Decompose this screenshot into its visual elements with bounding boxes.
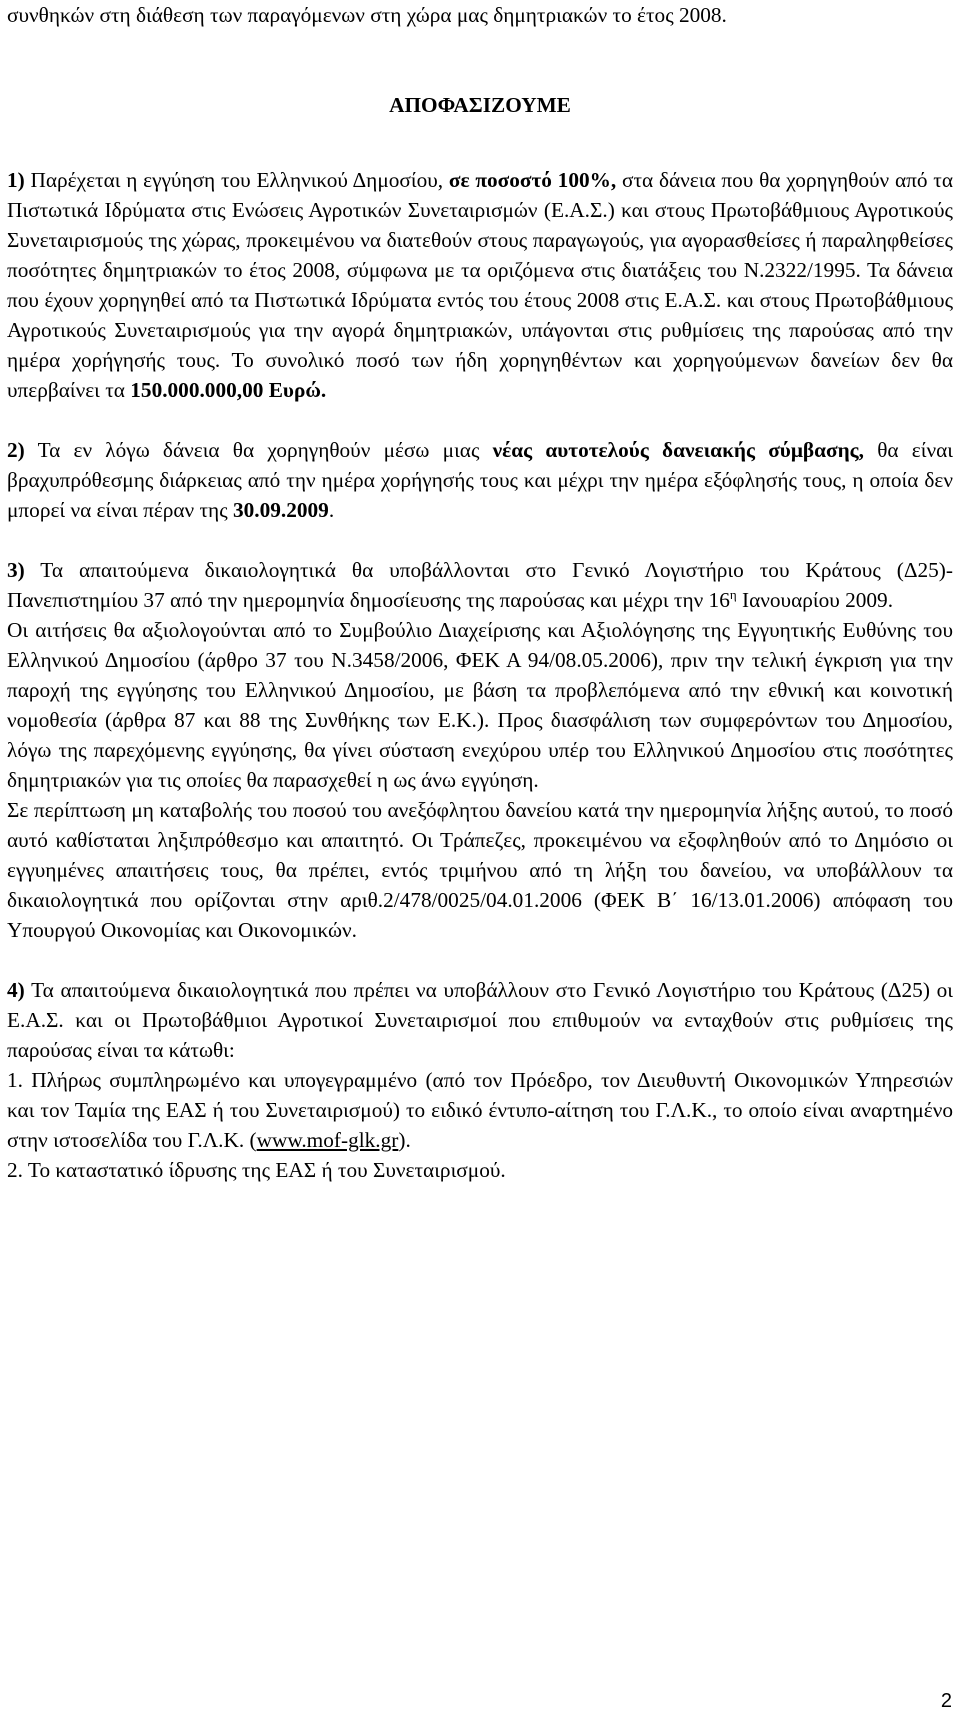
- paragraph-3-nonpayment: Σε περίπτωση μη καταβολής του ποσού του ανεξόφλητου δανείου κατά την ημερομηνία λήξης αυτού, το ποσό αυτό καθίσταται ληξιπρόθεσμο και απαιτητό. Οι Τράπεζες, προκειμένου να εξοφληθούν από το Δημόσιο οι εγγυημένες απαιτήσεις τους, θα πρέπει, εντός τριμήνου από τη λήξη του δανείου, να υποβάλλουν τα δικαιολογητικά που ορίζονται στην αριθ.2/478/0025/04.01.2006 (ΦΕΚ Β΄ 16/13.01.2006) απόφαση του Υπουργού Οικονομίας και Οικονομικών.: [7, 798, 953, 942]
- paragraph-2-bold-b: 30.09.2009: [232, 498, 329, 522]
- list-item-1: [7, 1065, 953, 1155]
- page-number: 2: [940, 1690, 952, 1712]
- paragraph-1-bold-b: 150.000.000,00 Ευρώ.: [130, 378, 327, 402]
- paragraph-2-text-b: θα είναι βραχυπρόθεσμης διάρκειας από την ημέρα χορήγησής τους και μέχρι την ημέρα εξόφλησής τους, η οποία δεν μπορεί να είναι πέραν της: [7, 438, 953, 522]
- glk-website-link[interactable]: www.mof-glk.gr: [256, 1128, 399, 1152]
- paragraph-2-text-c: .: [328, 498, 335, 522]
- paragraph-3: [7, 555, 953, 615]
- paragraph-2-bold-a: νέας αυτοτελούς δανειακής σύμβασης,: [492, 438, 864, 462]
- list-item-1-text-b: ).: [398, 1128, 411, 1152]
- paragraph-4-text: Τα απαιτούμενα δικαιολογητικά που πρέπει να υποβάλλουν στο Γενικό Λογιστήριο του Κράτους (Δ25) οι Ε.Α.Σ. και οι Πρωτοβάθμιοι Αγροτικοί Συνεταιρισμοί που επιθυμούν να ενταχθούν στις ρυθμίσεις της παρούσας είναι τα κάτωθι:: [7, 978, 953, 1062]
- paragraph-3-text-a: Τα απαιτούμενα δικαιολογητικά θα υποβάλλονται στο Γενικό Λογιστήριο του Κράτους (Δ25)-Πανεπιστημίου 37 από την ημερομηνία δημοσίευσης της παρούσας και μέχρι την 16: [7, 558, 953, 612]
- paragraph-3-superscript: η: [729, 586, 737, 602]
- paragraph-3-evaluation: Οι αιτήσεις θα αξιολογούνται από το Συμβούλιο Διαχείρισης και Αξιολόγησης της Εγγυητικής Ευθύνης του Ελληνικού Δημοσίου (άρθρο 37 του Ν.3458/2006, ΦΕΚ Α 94/08.05.2006), πριν την τελική έγκριση για την παροχή της εγγύησης του Ελληνικού Δημοσίου, με βάση τα προβλεπόμενα από την εθνική και κοινοτική νομοθεσία (άρθρα 87 και 88 της Συνθήκης των Ε.Κ.). Προς διασφάλιση των συμφερόντων του Δημοσίου, λόγω της παρεχόμενης εγγύησης, θα γίνει σύσταση ενεχύρου υπέρ του Ελληνικού Δημοσίου στις ποσότητες δημητριακών για τις οποίες θα παρασχεθεί η ως άνω εγγύηση.: [7, 618, 953, 792]
- list-item-1-text-a: 1. Πλήρως συμπληρωμένο και υπογεγραμμένο (από τον Πρόεδρο, τον Διευθυντή Οικονομικών Υπηρεσιών και τον Ταμία της ΕΑΣ ή του Συνεταιρισμού) το ειδικό έντυπο-αίτηση του Γ.Λ.Κ., το οποίο είναι αναρτημένο στην ιστοσελίδα του Γ.Λ.Κ. (: [7, 1068, 953, 1152]
- paragraph-3-text-b: Ιανουαρίου 2009.: [736, 588, 894, 612]
- paragraph-2-number: 2): [7, 438, 25, 462]
- paragraph-1-text-a: Παρέχεται η εγγύηση του Ελληνικού Δημοσίου,: [24, 168, 449, 192]
- paragraph-2: [7, 435, 953, 525]
- document-body: [7, 0, 953, 1185]
- intro-paragraph: συνθηκών στη διάθεση των παραγόμενων στη χώρα μας δημητριακών το έτος 2008.: [7, 3, 727, 27]
- paragraph-1-number: 1): [7, 168, 25, 192]
- paragraph-1: [7, 165, 953, 405]
- decision-heading: ΑΠΟΦΑΣΙΖΟΥΜΕ: [389, 93, 571, 117]
- paragraph-1-bold-a: σε ποσοστό 100%,: [448, 168, 617, 192]
- list-item-2: 2. Το καταστατικό ίδρυσης της ΕΑΣ ή του Συνεταιρισμού.: [7, 1158, 506, 1182]
- paragraph-2-text-a: Τα εν λόγω δάνεια θα χορηγηθούν μέσω μιας: [24, 438, 493, 462]
- paragraph-1-text-b: στα δάνεια που θα χορηγηθούν από τα Πιστωτικά Ιδρύματα στις Ενώσεις Αγροτικών Συνεταιρισμών (Ε.Α.Σ.) και στους Πρωτοβάθμιους Αγροτικούς Συνεταιρισμούς της χώρας, προκειμένου να διατεθούν στους παραγωγούς, για αγορασθείσες ή παραληφθείσες ποσότητες δημητριακών το έτος 2008, σύμφωνα με τα οριζόμενα στις διατάξεις του Ν.2322/1995. Τα δάνεια που έχουν χορηγηθεί από τα Πιστωτικά Ιδρύματα εντός του έτους 2008 στις Ε.Α.Σ. και στους Πρωτοβάθμιους Αγροτικούς Συνεταιρισμούς για την αγορά δημητριακών, υπάγονται στις ρυθμίσεις της παρούσας από την ημέρα χορήγησής τους. Το συνολικό ποσό των ήδη χορηγηθέντων και χορηγούμενων δανείων δεν θα υπερβαίνει τα: [7, 168, 953, 402]
- paragraph-4-number: 4): [7, 978, 25, 1002]
- paragraph-3-number: 3): [7, 558, 25, 582]
- paragraph-4: [7, 975, 953, 1065]
